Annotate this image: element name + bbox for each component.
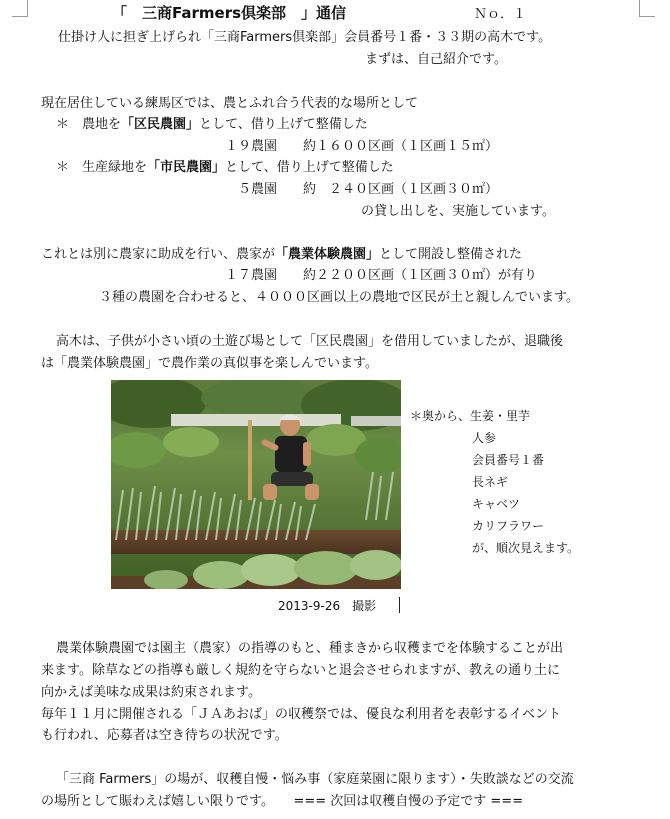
photo-caption-line-7: が、順次見えます。 xyxy=(472,541,580,555)
taiken-line-2: １７農園 約２２００区画（１区画３０㎡）が有り xyxy=(225,268,538,283)
body2-p1-line-1: 農業体験農園では園主（農家）の指導のもと、種まきから収穫までを体験することが出 xyxy=(56,641,564,656)
nerima-item-1-pre: ＊ 農地を xyxy=(56,117,122,132)
nerima-lead: 現在居住している練馬区では、農とふれ合う代表的な場所として xyxy=(41,96,419,111)
body2-p3-line-1: 「三商 Farmers」の場が、収穫自慢・悩み事（家庭菜園に限ります）・失敗談などの交流 xyxy=(56,772,574,787)
takagi-line-2: は「農業体験農園」で農作業の真似事を楽しんでいます。 xyxy=(41,356,378,371)
photo-caption-line-1: ＊奥から、生姜・里芋 xyxy=(410,409,531,423)
photo-caption-line-2: 人参 xyxy=(472,431,497,445)
text-cursor xyxy=(399,597,400,613)
kumin-noen-label: 「区民農園」 xyxy=(121,117,200,132)
photo-date-caption: 2013-9-26 撮影 xyxy=(278,599,377,613)
intro-line-1: 仕掛け人に担ぎ上げられ「三商Farmers倶楽部」会員番号１番・３３期の高木です。 xyxy=(58,30,552,45)
body2-p1-line-2: 来ます。除草などの指導も厳しく規約を守らないと退会させられますが、教えの通り土に xyxy=(41,663,560,678)
photo-caption-line-3: 会員番号１番 xyxy=(472,453,545,467)
nerima-item-2-pre: ＊ 生産緑地を xyxy=(56,160,148,175)
photo-caption-line-4: 長ネギ xyxy=(472,475,509,489)
nerima-closing: の貸し出しを、実施しています。 xyxy=(361,204,555,219)
takagi-line-1: 高木は、子供が小さい頃の土遊び場として「区民農園」を借用していましたが、退職後 xyxy=(56,334,564,349)
body2-p2-line-1: 毎年１１月に開催される「ＪＡあおば」の収穫祭では、優良な利用者を表彰するイベント xyxy=(41,707,562,722)
body2-p2-line-2: も行われ、応募者は空き待ちの状況です。 xyxy=(41,728,288,743)
corner-mark-right-v xyxy=(639,0,640,16)
taiken-line-1-pre: これとは別に農家に助成を行い、農家が xyxy=(41,247,276,262)
nerima-item-2-post: として、借り上げて整備した xyxy=(225,160,394,175)
photo-caption-line-6: カリフラワー xyxy=(472,519,545,533)
shimin-noen-label: 「市民農園」 xyxy=(147,160,226,175)
garden-photo xyxy=(111,380,401,589)
corner-mark-left-v xyxy=(27,0,28,16)
intro-line-2: まずは、自己紹介です。 xyxy=(365,52,507,67)
garden-photo-illustration xyxy=(111,380,401,589)
corner-mark-left-h xyxy=(12,16,28,17)
photo-caption-line-5: キャベツ xyxy=(472,497,521,511)
nerima-item-1 xyxy=(56,117,368,133)
corner-mark-right-h xyxy=(639,16,655,17)
nerima-item-1-detail: １９農園 約１６００区画（１区画１５㎡） xyxy=(225,139,499,154)
taiken-line-3: ３種の農園を合わせると、４０００区画以上の農地で区民が土と親しんでいます。 xyxy=(99,290,579,305)
issue-number: Ｎｏ．１ xyxy=(474,7,527,22)
nerima-item-1-post: として、借り上げて整備した xyxy=(199,117,368,132)
taiken-noen-label: 「農業体験農園」 xyxy=(275,247,380,262)
taiken-line-1 xyxy=(41,247,522,263)
taiken-line-1-post: として開設し整備された xyxy=(379,247,523,262)
body2-p1-line-3: 向かえば美味な成果は約束されます。 xyxy=(41,685,261,700)
nerima-item-2 xyxy=(56,160,394,176)
newsletter-title: 「 三商Farmers倶楽部 」通信 xyxy=(112,4,347,22)
nerima-item-2-detail: ５農園 約 ２４０区画（１区画３０㎡） xyxy=(238,182,499,197)
body2-p3-line-2: の場所として賑わえば嬉しい限りです。 === 次回は収穫自慢の予定です === xyxy=(41,794,524,809)
